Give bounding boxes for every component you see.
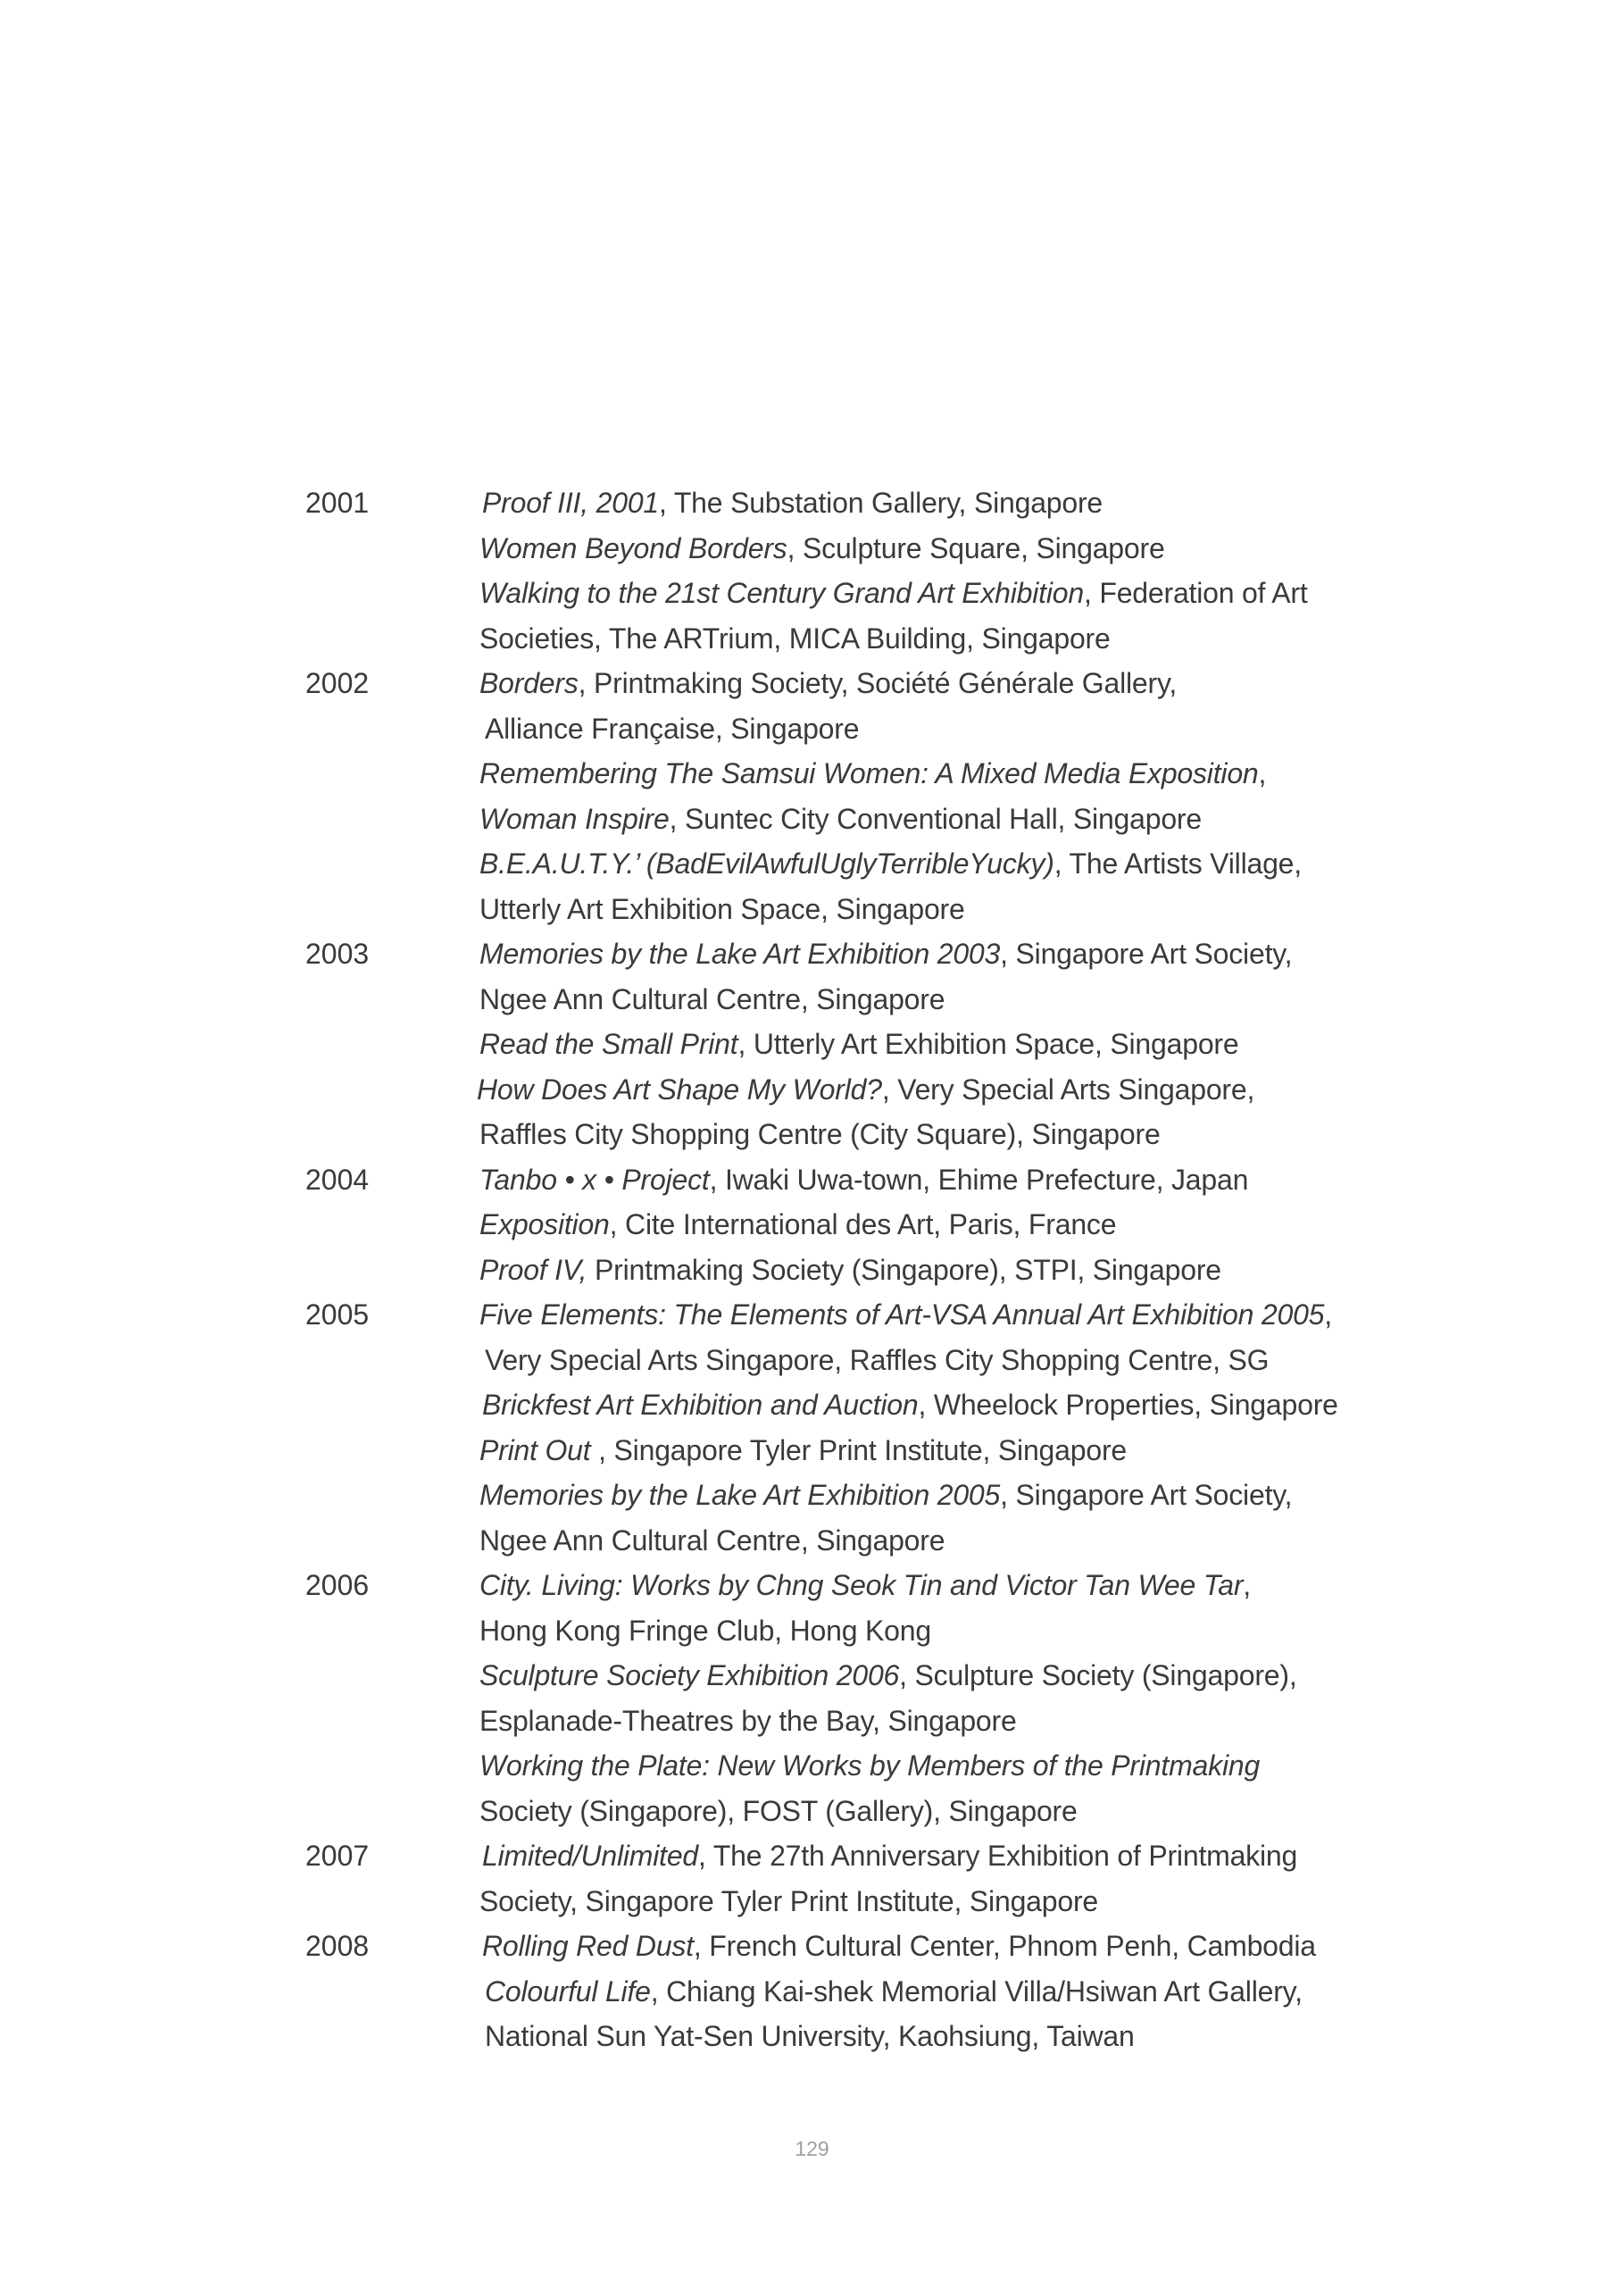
exhibition-line (479, 841, 1372, 887)
exhibition-line (479, 1112, 1372, 1157)
year-block-2007 (0, 1833, 1624, 1924)
exhibition-details: , Singapore Art Society, (1000, 1479, 1293, 1511)
year-block-2001 (0, 480, 1624, 661)
year-label: 2008 (305, 1930, 370, 1962)
exhibition-details: , (1243, 1569, 1251, 1601)
exhibition-title: How Does Art Shape My World? (477, 1073, 882, 1106)
year-block-2008 (0, 1924, 1624, 2059)
exhibition-line (479, 797, 1372, 842)
exhibition-line (479, 616, 1372, 662)
exhibition-line (479, 1292, 1372, 1338)
exhibition-details: , Sculpture Society (Singapore), (899, 1659, 1297, 1691)
exhibition-details: Raffles City Shopping Centre (City Square), Singapore (479, 1118, 1161, 1150)
page-number: 129 (795, 2137, 829, 2160)
exhibition-title: Colourful Life (485, 1974, 651, 2008)
exhibition-title: Remembering The Samsui Women: A Mixed Media Exposition (479, 757, 1259, 789)
exhibition-line (479, 1022, 1372, 1067)
exhibition-title: Proof IV, (479, 1253, 587, 1286)
exhibition-title: Tanbo • x • Project (479, 1163, 710, 1196)
exhibition-line (479, 887, 1372, 932)
exhibition-title: Borders (479, 667, 579, 699)
exhibition-details: Utterly Art Exhibition Space, Singapore (479, 892, 965, 925)
exhibition-details: , Printmaking Society, Société Générale Gallery, (578, 667, 1178, 699)
exhibition-title: Woman Inspire (479, 802, 670, 835)
exhibition-title: Rolling Red Dust (482, 1930, 694, 1962)
exhibition-title: City. Living: Works by Chng Seok Tin and Victor Tan Wee Tar (479, 1569, 1244, 1601)
exhibition-line (479, 977, 1372, 1023)
exhibition-title: Memories by the Lake Art Exhibition 2005 (479, 1479, 1001, 1511)
exhibition-details: , Very Special Arts Singapore, (881, 1073, 1255, 1106)
exhibition-line (479, 1518, 1372, 1564)
exhibition-line (479, 1699, 1372, 1744)
exhibition-details: , The Substation Gallery, Singapore (659, 487, 1103, 519)
exhibition-details: , (1324, 1298, 1332, 1331)
exhibition-line (482, 480, 1375, 526)
exhibition-title: Limited/Unlimited (482, 1840, 699, 1872)
exhibition-details: , (1258, 757, 1267, 789)
year-label: 2006 (305, 1569, 370, 1601)
exhibition-details: , The 27th Anniversary Exhibition of Printmaking (698, 1840, 1298, 1872)
exhibition-details: Ngee Ann Cultural Centre, Singapore (479, 1524, 945, 1557)
exhibition-line (482, 1924, 1375, 1969)
exhibition-title: Brickfest Art Exhibition and Auction (482, 1389, 919, 1421)
exhibition-line (482, 1382, 1375, 1428)
exhibition-details: , Sculpture Square, Singapore (787, 531, 1165, 564)
exhibition-details: , The Artists Village, (1054, 847, 1302, 880)
year-label: 2002 (305, 667, 370, 699)
exhibition-details: Societies, The ARTrium, MICA Building, Singapore (479, 622, 1111, 655)
exhibition-title: Walking to the 21st Century Grand Art Exhibition (479, 577, 1084, 609)
exhibition-line (479, 1157, 1372, 1203)
exhibition-line (479, 571, 1372, 616)
exhibition-line (479, 1202, 1372, 1248)
exhibition-line (479, 1248, 1372, 1293)
exhibition-title: Proof III, 2001 (482, 487, 660, 519)
exhibition-line (479, 931, 1372, 977)
exhibition-details: Very Special Arts Singapore, Raffles City Shopping Centre, SG (485, 1343, 1270, 1376)
exhibition-title: Women Beyond Borders (479, 531, 787, 564)
exhibition-line (479, 1608, 1372, 1654)
exhibition-line (477, 1067, 1370, 1113)
year-block-2002 (0, 661, 1624, 931)
exhibition-title: Exposition (479, 1208, 610, 1240)
year-block-2005 (0, 1292, 1624, 1563)
year-label: 2007 (305, 1840, 370, 1872)
exhibition-line (479, 661, 1372, 706)
year-label: 2004 (305, 1163, 370, 1196)
exhibition-line (485, 706, 1378, 752)
exhibition-line (479, 1428, 1372, 1473)
exhibition-details: Esplanade-Theatres by the Bay, Singapore (479, 1704, 1017, 1737)
exhibition-details: , Suntec City Conventional Hall, Singapore (669, 802, 1202, 835)
exhibition-line (479, 1653, 1372, 1699)
exhibition-title: Read the Small Print (479, 1028, 738, 1060)
exhibition-details: , Cite International des Art, Paris, France (609, 1208, 1117, 1240)
exhibition-title: Memories by the Lake Art Exhibition 2003 (479, 938, 1001, 970)
exhibition-details: , Federation of Art (1083, 577, 1308, 609)
year-label: 2003 (305, 938, 370, 970)
exhibition-line (479, 1743, 1372, 1789)
year-block-2006 (0, 1563, 1624, 1833)
exhibition-details: Society, Singapore Tyler Print Institute, Singapore (479, 1884, 1099, 1917)
exhibition-details: National Sun Yat-Sen University, Kaohsiung, Taiwan (485, 2020, 1135, 2052)
exhibition-title: Print Out (479, 1433, 591, 1466)
exhibition-line (479, 526, 1372, 572)
exhibition-details: , Singapore Art Society, (1000, 938, 1293, 970)
exhibition-title: Five Elements: The Elements of Art-VSA Annual Art Exhibition 2005 (479, 1298, 1325, 1331)
exhibition-line (479, 1879, 1372, 1924)
exhibition-line (485, 1969, 1378, 2015)
exhibition-line (479, 1563, 1372, 1608)
exhibition-details: Alliance Française, Singapore (485, 712, 860, 745)
exhibition-line (485, 2014, 1378, 2059)
year-block-2003 (0, 931, 1624, 1157)
exhibition-details: , Utterly Art Exhibition Space, Singapore (737, 1028, 1239, 1060)
exhibition-title: Working the Plate: New Works by Members of the Printmaking (479, 1749, 1261, 1782)
exhibition-line (482, 1833, 1375, 1879)
exhibition-details: , Singapore Tyler Print Institute, Singapore (590, 1433, 1128, 1466)
exhibition-details: Society (Singapore), FOST (Gallery), Singapore (479, 1794, 1078, 1827)
exhibition-details: Printmaking Society (Singapore), STPI, Singapore (587, 1253, 1221, 1286)
exhibition-title: Sculpture Society Exhibition 2006 (479, 1659, 900, 1691)
exhibition-line (485, 1338, 1378, 1383)
exhibition-details: , Wheelock Properties, Singapore (918, 1389, 1338, 1421)
year-block-2004 (0, 1157, 1624, 1293)
exhibition-line (479, 1473, 1372, 1518)
exhibition-details: Hong Kong Fringe Club, Hong Kong (479, 1614, 931, 1647)
exhibition-line (479, 751, 1372, 797)
exhibition-details: , French Cultural Center, Phnom Penh, Cambodia (693, 1930, 1316, 1962)
exhibition-title: B.E.A.U.T.Y.’ (BadEvilAwfulUglyTerribleYucky) (479, 847, 1054, 880)
exhibition-details: Ngee Ann Cultural Centre, Singapore (479, 982, 945, 1015)
year-label: 2001 (305, 487, 370, 519)
exhibition-details: , Chiang Kai-shek Memorial Villa/Hsiwan Art Gallery, (650, 1974, 1303, 2008)
exhibition-list (0, 480, 1624, 2059)
exhibition-line (479, 1789, 1372, 1834)
year-label: 2005 (305, 1298, 370, 1331)
exhibition-details: , Iwaki Uwa-town, Ehime Prefecture, Japan (709, 1163, 1249, 1196)
